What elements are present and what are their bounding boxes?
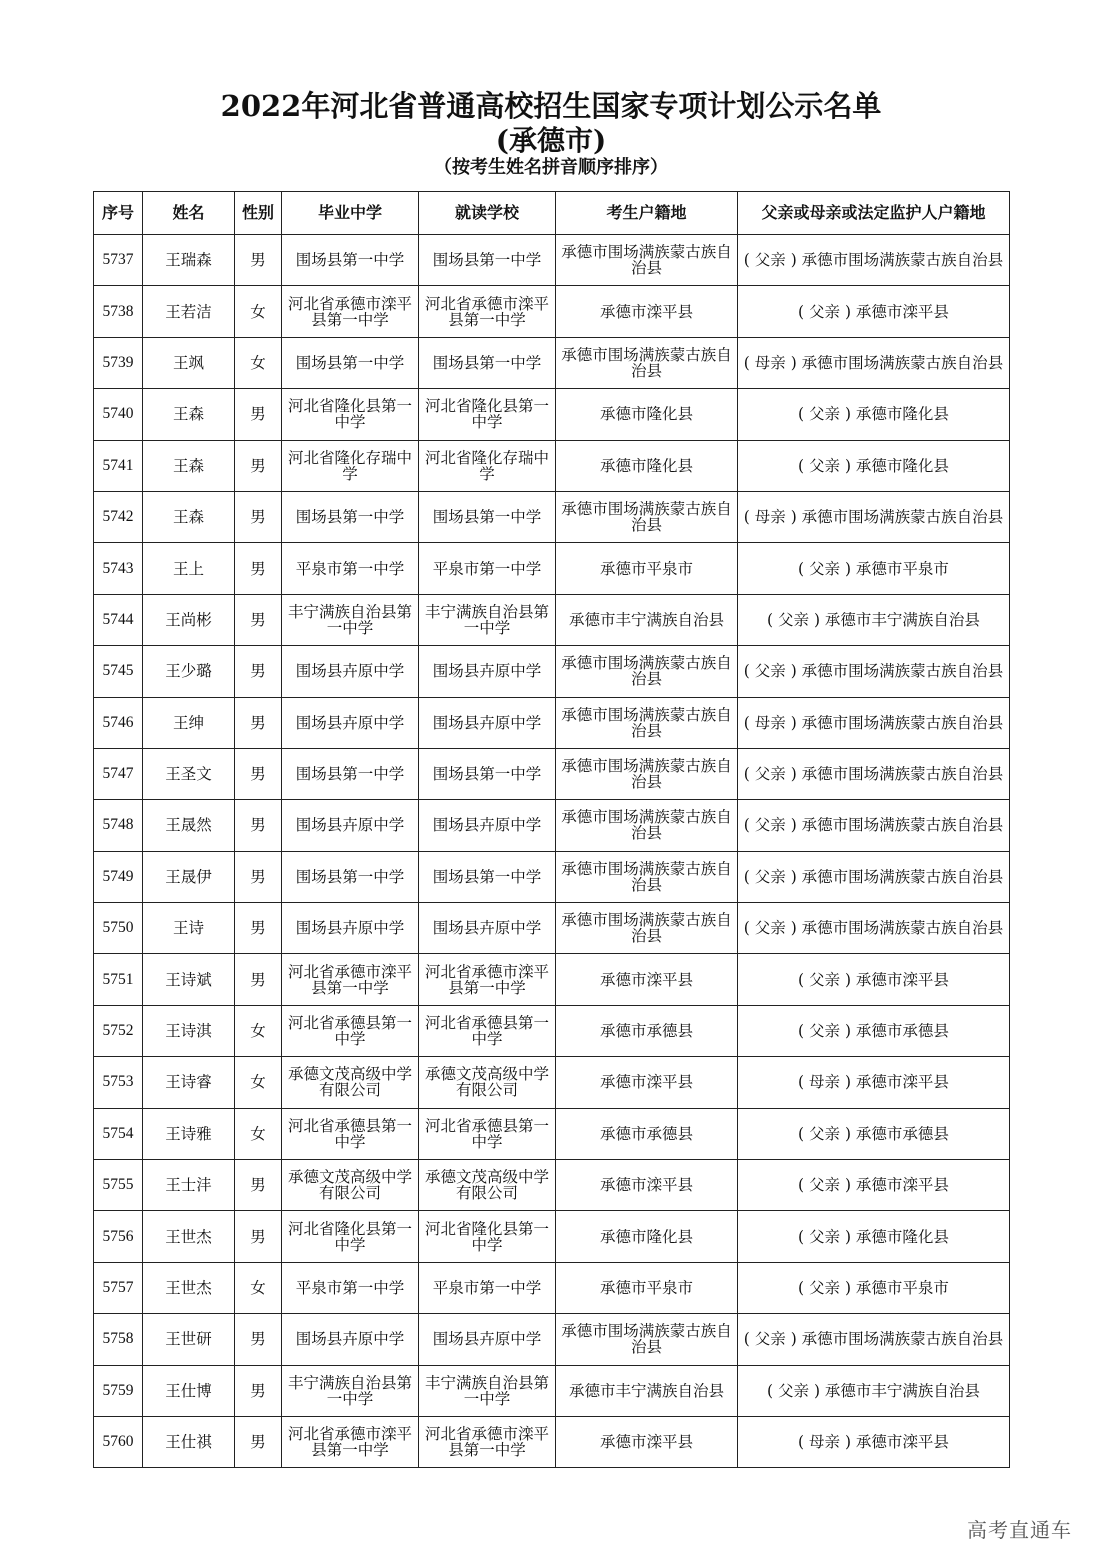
header-guardian-hukou: 父亲或母亲或法定监护人户籍地 (738, 192, 1010, 235)
cell-seq: 5750 (94, 903, 143, 954)
cell-current-school: 河北省隆化存瑞中学 (419, 440, 556, 491)
cell-gender: 男 (235, 1314, 282, 1365)
cell-guardian-hukou: ( 母亲 ) 承德市滦平县 (738, 1416, 1010, 1467)
cell-name: 王若洁 (143, 286, 235, 337)
header-student-hukou: 考生户籍地 (556, 192, 738, 235)
cell-graduation-school: 河北省承德县第一中学 (282, 1108, 419, 1159)
cell-name: 王晟然 (143, 800, 235, 851)
cell-gender: 男 (235, 748, 282, 799)
cell-guardian-hukou: ( 母亲 ) 承德市围场满族蒙古族自治县 (738, 491, 1010, 542)
cell-name: 王诗淇 (143, 1005, 235, 1056)
cell-gender: 女 (235, 1057, 282, 1108)
cell-guardian-hukou: ( 父亲 ) 承德市滦平县 (738, 286, 1010, 337)
cell-current-school: 围场县第一中学 (419, 337, 556, 388)
cell-student-hukou: 承德市围场满族蒙古族自治县 (556, 337, 738, 388)
cell-student-hukou: 承德市滦平县 (556, 1160, 738, 1211)
cell-gender: 男 (235, 1160, 282, 1211)
cell-graduation-school: 河北省隆化县第一中学 (282, 1211, 419, 1262)
cell-student-hukou: 承德市围场满族蒙古族自治县 (556, 646, 738, 697)
table-row (94, 1005, 1010, 1056)
cell-name: 王绅 (143, 697, 235, 748)
cell-graduation-school: 围场县第一中学 (282, 235, 419, 286)
cell-seq: 5737 (94, 235, 143, 286)
cell-student-hukou: 承德市平泉市 (556, 543, 738, 594)
table-row (94, 1262, 1010, 1313)
cell-seq: 5739 (94, 337, 143, 388)
cell-student-hukou: 承德市隆化县 (556, 1211, 738, 1262)
cell-gender: 男 (235, 543, 282, 594)
cell-graduation-school: 围场县卉原中学 (282, 697, 419, 748)
cell-current-school: 平泉市第一中学 (419, 1262, 556, 1313)
table-row (94, 286, 1010, 337)
cell-guardian-hukou: ( 父亲 ) 承德市围场满族蒙古族自治县 (738, 235, 1010, 286)
cell-student-hukou: 承德市围场满族蒙古族自治县 (556, 748, 738, 799)
cell-seq: 5745 (94, 646, 143, 697)
cell-gender: 男 (235, 646, 282, 697)
cell-gender: 女 (235, 337, 282, 388)
cell-current-school: 围场县第一中学 (419, 851, 556, 902)
cell-seq: 5751 (94, 954, 143, 1005)
cell-guardian-hukou: ( 父亲 ) 承德市承德县 (738, 1005, 1010, 1056)
cell-student-hukou: 承德市隆化县 (556, 440, 738, 491)
cell-graduation-school: 承德文茂高级中学有限公司 (282, 1057, 419, 1108)
cell-graduation-school: 围场县卉原中学 (282, 646, 419, 697)
table-row (94, 337, 1010, 388)
cell-seq: 5752 (94, 1005, 143, 1056)
cell-graduation-school: 围场县卉原中学 (282, 903, 419, 954)
cell-graduation-school: 河北省承德市滦平县第一中学 (282, 954, 419, 1005)
cell-current-school: 河北省承德县第一中学 (419, 1005, 556, 1056)
cell-current-school: 河北省承德市滦平县第一中学 (419, 954, 556, 1005)
cell-seq: 5743 (94, 543, 143, 594)
cell-gender: 男 (235, 389, 282, 440)
cell-name: 王森 (143, 389, 235, 440)
table-row (94, 851, 1010, 902)
cell-seq: 5753 (94, 1057, 143, 1108)
cell-name: 王尚彬 (143, 594, 235, 645)
cell-guardian-hukou: ( 父亲 ) 承德市围场满族蒙古族自治县 (738, 800, 1010, 851)
cell-student-hukou: 承德市围场满族蒙古族自治县 (556, 800, 738, 851)
cell-student-hukou: 承德市丰宁满族自治县 (556, 1365, 738, 1416)
cell-name: 王诗 (143, 903, 235, 954)
cell-guardian-hukou: ( 父亲 ) 承德市平泉市 (738, 1262, 1010, 1313)
table-row (94, 235, 1010, 286)
cell-name: 王仕博 (143, 1365, 235, 1416)
cell-gender: 女 (235, 1262, 282, 1313)
cell-seq: 5744 (94, 594, 143, 645)
cell-graduation-school: 河北省承德市滦平县第一中学 (282, 286, 419, 337)
cell-current-school: 河北省承德市滦平县第一中学 (419, 1416, 556, 1467)
cell-seq: 5759 (94, 1365, 143, 1416)
cell-guardian-hukou: ( 父亲 ) 承德市隆化县 (738, 389, 1010, 440)
table-row (94, 1160, 1010, 1211)
cell-graduation-school: 河北省隆化存瑞中学 (282, 440, 419, 491)
cell-student-hukou: 承德市滦平县 (556, 286, 738, 337)
cell-current-school: 承德文茂高级中学有限公司 (419, 1160, 556, 1211)
cell-gender: 女 (235, 1108, 282, 1159)
sort-order-note: （按考生姓名拼音顺序排序） (434, 157, 668, 178)
cell-student-hukou: 承德市滦平县 (556, 1416, 738, 1467)
cell-graduation-school: 丰宁满族自治县第一中学 (282, 594, 419, 645)
cell-current-school: 河北省隆化县第一中学 (419, 1211, 556, 1262)
cell-student-hukou: 承德市隆化县 (556, 389, 738, 440)
table-row (94, 1365, 1010, 1416)
table-row (94, 1416, 1010, 1467)
cell-gender: 男 (235, 235, 282, 286)
cell-seq: 5754 (94, 1108, 143, 1159)
cell-guardian-hukou: ( 母亲 ) 承德市围场满族蒙古族自治县 (738, 337, 1010, 388)
cell-guardian-hukou: ( 父亲 ) 承德市围场满族蒙古族自治县 (738, 646, 1010, 697)
cell-gender: 男 (235, 594, 282, 645)
cell-seq: 5740 (94, 389, 143, 440)
cell-current-school: 河北省承德市滦平县第一中学 (419, 286, 556, 337)
header-seq: 序号 (94, 192, 143, 235)
cell-guardian-hukou: ( 父亲 ) 承德市围场满族蒙古族自治县 (738, 851, 1010, 902)
cell-current-school: 河北省承德县第一中学 (419, 1108, 556, 1159)
cell-student-hukou: 承德市围场满族蒙古族自治县 (556, 235, 738, 286)
cell-gender: 男 (235, 1416, 282, 1467)
table-row (94, 954, 1010, 1005)
cell-name: 王少璐 (143, 646, 235, 697)
cell-student-hukou: 承德市围场满族蒙古族自治县 (556, 851, 738, 902)
table-row (94, 1108, 1010, 1159)
cell-guardian-hukou: ( 父亲 ) 承德市隆化县 (738, 1211, 1010, 1262)
table-row (94, 646, 1010, 697)
cell-graduation-school: 平泉市第一中学 (282, 1262, 419, 1313)
table-row (94, 543, 1010, 594)
cell-name: 王仕祺 (143, 1416, 235, 1467)
cell-student-hukou: 承德市丰宁满族自治县 (556, 594, 738, 645)
cell-name: 王森 (143, 491, 235, 542)
admission-list-table (93, 191, 1010, 1468)
header-name: 姓名 (143, 192, 235, 235)
table-header-row (94, 192, 1010, 235)
cell-current-school: 围场县卉原中学 (419, 800, 556, 851)
cell-name: 王世杰 (143, 1262, 235, 1313)
table-row (94, 1314, 1010, 1365)
table-row (94, 440, 1010, 491)
cell-name: 王晟伊 (143, 851, 235, 902)
cell-graduation-school: 河北省承德市滦平县第一中学 (282, 1416, 419, 1467)
cell-current-school: 丰宁满族自治县第一中学 (419, 1365, 556, 1416)
table-row (94, 748, 1010, 799)
cell-student-hukou: 承德市围场满族蒙古族自治县 (556, 697, 738, 748)
cell-gender: 男 (235, 800, 282, 851)
cell-name: 王士沣 (143, 1160, 235, 1211)
watermark-text: 高考直通车 (967, 1518, 1072, 1542)
cell-student-hukou: 承德市承德县 (556, 1005, 738, 1056)
cell-graduation-school: 围场县第一中学 (282, 851, 419, 902)
cell-seq: 5738 (94, 286, 143, 337)
cell-student-hukou: 承德市平泉市 (556, 1262, 738, 1313)
cell-guardian-hukou: ( 父亲 ) 承德市隆化县 (738, 440, 1010, 491)
cell-guardian-hukou: ( 父亲 ) 承德市滦平县 (738, 1160, 1010, 1211)
header-graduation-school: 毕业中学 (282, 192, 419, 235)
page-title: 2022年河北省普通高校招生国家专项计划公示名单 (220, 89, 882, 123)
cell-name: 王诗睿 (143, 1057, 235, 1108)
cell-seq: 5749 (94, 851, 143, 902)
table-row (94, 800, 1010, 851)
cell-name: 王诗斌 (143, 954, 235, 1005)
cell-seq: 5755 (94, 1160, 143, 1211)
cell-gender: 男 (235, 851, 282, 902)
cell-current-school: 围场县卉原中学 (419, 903, 556, 954)
cell-student-hukou: 承德市围场满族蒙古族自治县 (556, 1314, 738, 1365)
cell-graduation-school: 平泉市第一中学 (282, 543, 419, 594)
cell-student-hukou: 承德市围场满族蒙古族自治县 (556, 903, 738, 954)
cell-graduation-school: 围场县第一中学 (282, 748, 419, 799)
cell-gender: 女 (235, 1005, 282, 1056)
table-row (94, 389, 1010, 440)
cell-guardian-hukou: ( 父亲 ) 承德市围场满族蒙古族自治县 (738, 903, 1010, 954)
cell-graduation-school: 围场县卉原中学 (282, 1314, 419, 1365)
cell-guardian-hukou: ( 父亲 ) 承德市承德县 (738, 1108, 1010, 1159)
table-row (94, 1211, 1010, 1262)
page-subtitle-city: (承德市) (495, 124, 607, 157)
cell-seq: 5746 (94, 697, 143, 748)
cell-current-school: 平泉市第一中学 (419, 543, 556, 594)
cell-student-hukou: 承德市滦平县 (556, 954, 738, 1005)
cell-gender: 男 (235, 491, 282, 542)
cell-name: 王世研 (143, 1314, 235, 1365)
cell-gender: 男 (235, 697, 282, 748)
cell-graduation-school: 河北省承德县第一中学 (282, 1005, 419, 1056)
cell-current-school: 围场县第一中学 (419, 748, 556, 799)
header-gender: 性别 (235, 192, 282, 235)
cell-current-school: 承德文茂高级中学有限公司 (419, 1057, 556, 1108)
cell-gender: 男 (235, 440, 282, 491)
cell-student-hukou: 承德市围场满族蒙古族自治县 (556, 491, 738, 542)
cell-guardian-hukou: ( 父亲 ) 承德市围场满族蒙古族自治县 (738, 1314, 1010, 1365)
cell-gender: 男 (235, 1365, 282, 1416)
cell-gender: 女 (235, 286, 282, 337)
cell-student-hukou: 承德市承德县 (556, 1108, 738, 1159)
cell-name: 王飒 (143, 337, 235, 388)
table-row (94, 697, 1010, 748)
cell-gender: 男 (235, 903, 282, 954)
table-row (94, 491, 1010, 542)
cell-current-school: 丰宁满族自治县第一中学 (419, 594, 556, 645)
table-row (94, 903, 1010, 954)
cell-graduation-school: 丰宁满族自治县第一中学 (282, 1365, 419, 1416)
cell-graduation-school: 围场县第一中学 (282, 337, 419, 388)
cell-name: 王诗雅 (143, 1108, 235, 1159)
cell-name: 王瑞森 (143, 235, 235, 286)
cell-seq: 5747 (94, 748, 143, 799)
cell-seq: 5756 (94, 1211, 143, 1262)
cell-graduation-school: 围场县第一中学 (282, 491, 419, 542)
table-row (94, 594, 1010, 645)
cell-guardian-hukou: ( 父亲 ) 承德市丰宁满族自治县 (738, 594, 1010, 645)
cell-current-school: 围场县第一中学 (419, 491, 556, 542)
cell-guardian-hukou: ( 父亲 ) 承德市平泉市 (738, 543, 1010, 594)
cell-seq: 5741 (94, 440, 143, 491)
cell-guardian-hukou: ( 父亲 ) 承德市滦平县 (738, 954, 1010, 1005)
cell-current-school: 河北省隆化县第一中学 (419, 389, 556, 440)
cell-seq: 5758 (94, 1314, 143, 1365)
cell-name: 王圣文 (143, 748, 235, 799)
cell-name: 王上 (143, 543, 235, 594)
cell-seq: 5742 (94, 491, 143, 542)
cell-guardian-hukou: ( 父亲 ) 承德市丰宁满族自治县 (738, 1365, 1010, 1416)
table-row (94, 1057, 1010, 1108)
cell-seq: 5757 (94, 1262, 143, 1313)
cell-graduation-school: 围场县卉原中学 (282, 800, 419, 851)
cell-guardian-hukou: ( 母亲 ) 承德市滦平县 (738, 1057, 1010, 1108)
cell-student-hukou: 承德市滦平县 (556, 1057, 738, 1108)
cell-graduation-school: 河北省隆化县第一中学 (282, 389, 419, 440)
cell-current-school: 围场县卉原中学 (419, 646, 556, 697)
cell-guardian-hukou: ( 母亲 ) 承德市围场满族蒙古族自治县 (738, 697, 1010, 748)
cell-current-school: 围场县第一中学 (419, 235, 556, 286)
cell-seq: 5748 (94, 800, 143, 851)
cell-current-school: 围场县卉原中学 (419, 1314, 556, 1365)
cell-current-school: 围场县卉原中学 (419, 697, 556, 748)
header-current-school: 就读学校 (419, 192, 556, 235)
cell-seq: 5760 (94, 1416, 143, 1467)
cell-name: 王世杰 (143, 1211, 235, 1262)
cell-gender: 男 (235, 1211, 282, 1262)
cell-name: 王森 (143, 440, 235, 491)
cell-graduation-school: 承德文茂高级中学有限公司 (282, 1160, 419, 1211)
cell-guardian-hukou: ( 父亲 ) 承德市围场满族蒙古族自治县 (738, 748, 1010, 799)
cell-gender: 男 (235, 954, 282, 1005)
